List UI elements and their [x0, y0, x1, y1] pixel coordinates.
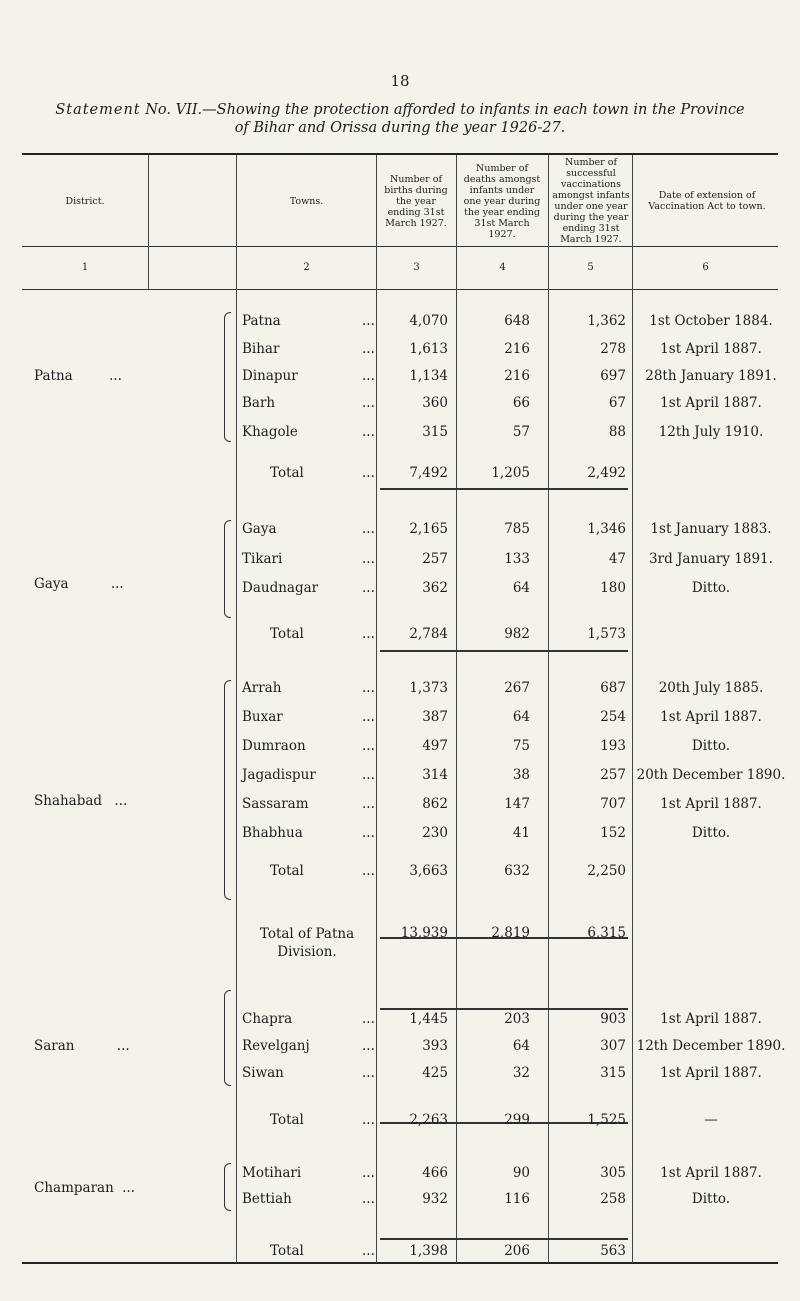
divider-district: [148, 155, 149, 290]
table-row: [0, 521, 800, 543]
births-value: 230: [422, 825, 448, 841]
table-row: [0, 738, 800, 760]
total-underline: [380, 1008, 628, 1010]
vaccinations-value: 180: [600, 580, 626, 596]
extension-date: 12th December 1890.: [636, 1038, 786, 1054]
leader-dots: ...: [362, 680, 375, 696]
deaths-value: 75: [512, 738, 530, 754]
table-top-rule: [22, 153, 778, 155]
extension-date: 1st April 1887.: [660, 796, 762, 812]
town-name: Barh: [242, 395, 276, 411]
leader-dots: ...: [362, 521, 375, 537]
vaccinations-value: 47: [608, 551, 626, 567]
table-row: [0, 796, 800, 818]
leader-dots: ...: [114, 793, 128, 809]
table-row: [0, 341, 800, 363]
leader-dots: ...: [362, 709, 375, 725]
extension-date: 1st April 1887.: [660, 341, 762, 357]
town-name: Dumraon: [242, 738, 306, 754]
division-total-row: [0, 925, 800, 965]
table-row: [0, 551, 800, 573]
births-value: 1,373: [409, 680, 448, 696]
vaccinations-value: 257: [600, 767, 626, 783]
town-name: Sassaram: [242, 796, 309, 812]
leader-dots: ...: [362, 1165, 375, 1181]
extension-date: Ditto.: [691, 1191, 731, 1207]
vaccinations-value: 307: [600, 1038, 626, 1054]
deaths-value: 147: [504, 796, 530, 812]
town-name: Total: [270, 863, 304, 879]
vaccinations-value: 258: [600, 1191, 626, 1207]
births-value: 2,784: [409, 626, 448, 642]
table-row: [0, 1038, 800, 1060]
town-name: Bhabhua: [242, 825, 303, 841]
total-row: [0, 1243, 800, 1265]
extension-date: 1st January 1883.: [650, 521, 772, 537]
extension-date: 1st April 1887.: [660, 1165, 762, 1181]
deaths-value: 64: [512, 1038, 530, 1054]
extension-date: 1st April 1887.: [660, 1065, 762, 1081]
deaths-value: 90: [512, 1165, 530, 1181]
leader-dots: ...: [362, 368, 375, 384]
deaths-value: 203: [504, 1011, 530, 1027]
vaccinations-value: 563: [600, 1243, 626, 1259]
column-number: 4: [499, 262, 506, 273]
extension-date: 28th January 1891.: [645, 368, 777, 384]
births-value: 4,070: [409, 313, 448, 329]
title-line2: of Bihar and Orissa during the year 1926-27.: [234, 120, 566, 136]
column-number: 1: [81, 262, 89, 273]
town-name: Patna: [242, 313, 281, 329]
deaths-value: 2,819: [491, 925, 530, 941]
deaths-value: 38: [512, 767, 530, 783]
births-value: 1,398: [409, 1243, 448, 1259]
deaths-value: 216: [504, 368, 530, 384]
header-births: Number of births during the year ending 31st March 1927.: [384, 173, 448, 229]
table-row: [0, 368, 800, 390]
town-name: Khagole: [242, 424, 298, 440]
table-row: [0, 580, 800, 602]
district-label: Patna: [34, 368, 73, 384]
town-name: Total of Patna Division.: [259, 926, 355, 960]
leader-dots: ...: [116, 1038, 130, 1054]
deaths-value: 116: [504, 1191, 530, 1207]
leader-dots: ...: [362, 341, 375, 357]
births-value: 1,134: [409, 368, 448, 384]
deaths-value: 785: [504, 521, 530, 537]
deaths-value: 267: [504, 680, 530, 696]
header-extension: Date of extension of Vaccination Act to town.: [648, 190, 766, 212]
vaccinations-value: 152: [600, 825, 626, 841]
births-value: 2,263: [409, 1112, 448, 1128]
vaccinations-value: 67: [608, 395, 626, 411]
town-name: Total: [270, 1243, 304, 1259]
vaccinations-value: 254: [600, 709, 626, 725]
births-value: 932: [422, 1191, 448, 1207]
vaccinations-value: 2,250: [587, 863, 626, 879]
vaccinations-value: 305: [600, 1165, 626, 1181]
district-label: Shahabad: [34, 793, 103, 809]
deaths-value: 133: [504, 551, 530, 567]
town-name: Siwan: [242, 1065, 284, 1081]
extension-date: Ditto.: [691, 825, 731, 841]
town-name: Total: [270, 465, 304, 481]
extension-date: 1st April 1887.: [660, 709, 762, 725]
leader-dots: ...: [362, 767, 375, 783]
district-label: Saran: [34, 1038, 75, 1054]
extension-date: 20th December 1890.: [636, 767, 786, 783]
births-value: 497: [422, 738, 448, 754]
vaccinations-value: 1,362: [587, 313, 626, 329]
town-name: Total: [270, 1112, 304, 1128]
deaths-value: 41: [512, 825, 530, 841]
extension-date: —: [704, 1112, 718, 1128]
leader-dots: ...: [110, 576, 124, 592]
leader-dots: ...: [362, 395, 375, 411]
leader-dots: ...: [362, 738, 375, 754]
births-value: 387: [422, 709, 448, 725]
births-value: 425: [422, 1065, 448, 1081]
leader-dots: ...: [362, 551, 375, 567]
table-row: [0, 1065, 800, 1087]
vaccinations-value: 1,346: [587, 521, 626, 537]
births-value: 13,939: [400, 925, 448, 941]
town-name: Dinapur: [242, 368, 298, 384]
extension-date: Ditto.: [691, 580, 731, 596]
deaths-value: 632: [504, 863, 530, 879]
leader-dots: ...: [362, 796, 375, 812]
leader-dots: ...: [362, 1243, 375, 1259]
total-row: [0, 863, 800, 885]
deaths-value: 206: [504, 1243, 530, 1259]
table-row: [0, 709, 800, 731]
extension-date: 1st October 1884.: [649, 313, 773, 329]
deaths-value: 57: [512, 424, 530, 440]
extension-date: 3rd January 1891.: [649, 551, 773, 567]
total-underline: [380, 650, 628, 652]
leader-dots: ...: [362, 1065, 375, 1081]
town-name: Buxar: [242, 709, 283, 725]
leader-dots: ...: [362, 580, 375, 596]
total-row: [0, 626, 800, 648]
town-name: Chapra: [242, 1011, 293, 1027]
table-row: [0, 424, 800, 446]
leader-dots: ...: [362, 1011, 375, 1027]
deaths-value: 982: [504, 626, 530, 642]
vaccinations-value: 2,492: [587, 465, 626, 481]
district-label: Gaya: [34, 576, 69, 592]
deaths-value: 64: [512, 709, 530, 725]
vaccinations-value: 1,573: [587, 626, 626, 642]
extension-date: 12th July 1910.: [658, 424, 764, 440]
leader-dots: ...: [362, 1038, 375, 1054]
header-towns: Towns.: [289, 195, 324, 207]
leader-dots: ...: [362, 863, 375, 879]
deaths-value: 216: [504, 341, 530, 357]
town-name: Motihari: [242, 1165, 302, 1181]
header-deaths: Number of deaths amongst infants under one year during the year ending 31st March 1927.: [463, 162, 541, 240]
deaths-value: 1,205: [491, 465, 530, 481]
table-row: [0, 680, 800, 702]
leader-dots: ...: [362, 465, 375, 481]
births-value: 1,613: [409, 341, 448, 357]
leader-dots: ...: [362, 1191, 375, 1207]
header-district: District.: [65, 195, 105, 207]
births-value: 360: [422, 395, 448, 411]
deaths-value: 648: [504, 313, 530, 329]
total-row: [0, 465, 800, 487]
vaccinations-value: 1,525: [587, 1112, 626, 1128]
leader-dots: ...: [362, 424, 375, 440]
table-row: [0, 395, 800, 417]
leader-dots: ...: [362, 825, 375, 841]
statement-title: [0, 101, 800, 137]
extension-date: 1st April 1887.: [660, 395, 762, 411]
table-row: [0, 1165, 800, 1187]
extension-date: 20th July 1885.: [658, 680, 764, 696]
title-line1: No. VII.—Showing the protection afforded to infants in each town in the Province: [140, 102, 745, 118]
births-value: 862: [422, 796, 448, 812]
births-value: 393: [422, 1038, 448, 1054]
town-name: Gaya: [242, 521, 277, 537]
births-value: 314: [422, 767, 448, 783]
vaccinations-value: 193: [600, 738, 626, 754]
town-name: Total: [270, 626, 304, 642]
column-number: 6: [702, 262, 709, 273]
leader-dots: ...: [362, 626, 375, 642]
title-prefix: Statement: [55, 102, 141, 118]
births-value: 7,492: [409, 465, 448, 481]
vaccinations-value: 697: [600, 368, 626, 384]
column-number-rule: [22, 289, 778, 290]
town-name: Daudnagar: [242, 580, 319, 596]
extension-date: Ditto.: [691, 738, 731, 754]
table-row: [0, 1191, 800, 1213]
births-value: 315: [422, 424, 448, 440]
births-value: 362: [422, 580, 448, 596]
town-name: Bettiah: [242, 1191, 292, 1207]
table-row: [0, 313, 800, 335]
table-row: [0, 1011, 800, 1033]
page-number: 18: [390, 72, 410, 90]
leader-dots: ...: [362, 1112, 375, 1128]
deaths-value: 64: [512, 580, 530, 596]
vaccinations-value: 315: [600, 1065, 626, 1081]
table-row: [0, 767, 800, 789]
vaccinations-value: 707: [600, 796, 626, 812]
header-vaccinations: Number of successful vaccinations amongst infants under one year during the year ending 31st March 1927.: [552, 157, 630, 245]
leader-dots: ...: [122, 1180, 135, 1196]
total-row: [0, 1112, 800, 1134]
total-underline: [380, 488, 628, 490]
table-row: [0, 825, 800, 847]
births-value: 466: [422, 1165, 448, 1181]
leader-dots: ...: [362, 313, 375, 329]
town-name: Tikari: [242, 551, 283, 567]
births-value: 1,445: [409, 1011, 448, 1027]
town-name: Jagadispur: [242, 767, 316, 783]
town-name: Arrah: [242, 680, 282, 696]
births-value: 3,663: [409, 863, 448, 879]
extension-date: 1st April 1887.: [660, 1011, 762, 1027]
town-name: Revelganj: [242, 1038, 310, 1054]
header-rule: [22, 246, 778, 247]
column-number: 2: [303, 262, 310, 273]
deaths-value: 66: [512, 395, 530, 411]
vaccinations-value: 88: [608, 424, 626, 440]
column-number: 5: [587, 262, 594, 273]
total-underline: [380, 1238, 628, 1240]
vaccinations-value: 687: [600, 680, 626, 696]
births-value: 2,165: [409, 521, 448, 537]
column-number: 3: [413, 262, 420, 273]
deaths-value: 32: [512, 1065, 530, 1081]
town-name: Bihar: [242, 341, 280, 357]
leader-dots: ...: [109, 368, 122, 384]
deaths-value: 299: [504, 1112, 530, 1128]
vaccinations-value: 903: [600, 1011, 626, 1027]
vaccinations-value: 6,315: [587, 925, 626, 941]
vaccinations-value: 278: [600, 341, 626, 357]
births-value: 257: [422, 551, 448, 567]
district-label: Champaran: [34, 1180, 114, 1196]
